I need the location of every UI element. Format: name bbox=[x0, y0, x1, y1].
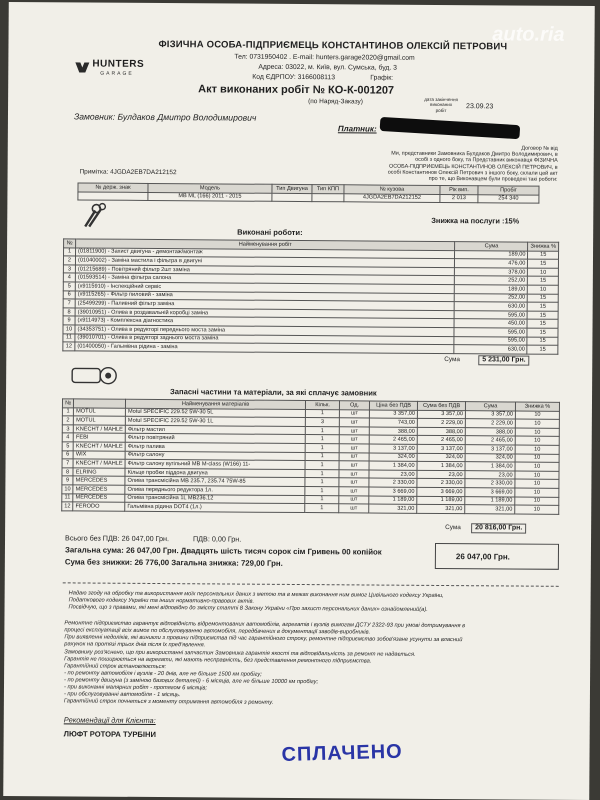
part-row-cell: Фільтр мастил bbox=[125, 425, 305, 435]
work-row-cell: 15 bbox=[527, 319, 558, 328]
part-row-cell: 23,00 bbox=[465, 470, 515, 479]
part-row-cell: 324,00 bbox=[417, 453, 465, 462]
work-row-cell: 476,00 bbox=[455, 259, 528, 268]
parts-title: Запасні частини та матеріали, за які сплачує замовник bbox=[170, 387, 377, 398]
act-date-label: дата закінчення виконаних робіт bbox=[424, 96, 459, 113]
vehicle-cell bbox=[272, 193, 312, 202]
part-row-cell: 1 bbox=[305, 469, 339, 478]
divider bbox=[63, 582, 559, 586]
part-row-cell: 2 465,00 bbox=[417, 436, 465, 445]
part-row-cell: 6 bbox=[62, 450, 73, 459]
works-sum: 5 231,00 Грн. bbox=[478, 355, 529, 365]
part-row-cell: Фільтр повітряний bbox=[125, 434, 305, 444]
parts-col: Сума bbox=[466, 402, 516, 411]
work-row-cell: 10 bbox=[528, 268, 559, 277]
works-col: № bbox=[64, 239, 76, 248]
part-row-cell: шт bbox=[339, 452, 369, 461]
vehicle-cell: 4JGDA2EB7DA212152 bbox=[344, 193, 440, 202]
part-row-cell: 10 bbox=[515, 428, 559, 437]
work-row-cell: 595,00 bbox=[454, 328, 527, 337]
part-row-cell: 2 229,00 bbox=[465, 419, 515, 428]
parts-col bbox=[74, 399, 126, 408]
works-col: Сума bbox=[455, 242, 528, 251]
part-row-cell: 2 330,00 bbox=[465, 479, 515, 488]
part-row-cell: 3 357,00 bbox=[417, 410, 465, 419]
part-row-cell: шт bbox=[339, 487, 369, 496]
work-row-cell: 15 bbox=[528, 251, 559, 260]
part-row-cell: 2 465,00 bbox=[369, 435, 417, 444]
works-col: Найменування робіт bbox=[76, 239, 456, 250]
work-row-cell: 1 bbox=[64, 247, 76, 256]
watermark: auto.ria bbox=[492, 23, 565, 46]
part-row-cell: 1 bbox=[305, 435, 339, 444]
work-row-cell: 450,00 bbox=[454, 319, 527, 328]
total-sum: Загальна сума: 26 047,00 Грн. Двадцять шість тисяч сорок сім Гривень 00 копійок bbox=[64, 545, 382, 557]
total-box bbox=[435, 543, 559, 570]
part-row-cell: 23,00 bbox=[417, 470, 465, 479]
company-logo bbox=[74, 58, 145, 80]
part-row-cell: 1 bbox=[305, 504, 339, 513]
company-address: Адреса: 03022, м. Київ, вул. Сумська, буд. 3 bbox=[258, 63, 397, 72]
company-contacts: Тел: 0731950402 . E-mail: hunters.garage2020@gmail.com bbox=[234, 53, 415, 62]
vehicle-cell: 254 340 bbox=[478, 194, 539, 203]
work-row-cell: 12 bbox=[63, 342, 75, 351]
work-row-cell: (34353751) - Олива в редукторі переднього моста заміна bbox=[75, 325, 455, 336]
part-row-cell: 3 357,00 bbox=[369, 410, 417, 419]
part-row-cell: 3 137,00 bbox=[465, 445, 515, 454]
part-row-cell: 10 bbox=[515, 488, 559, 497]
work-row-cell: 630,00 bbox=[455, 302, 528, 311]
vehicle-col: Рік вип. bbox=[440, 185, 478, 194]
work-row-cell: 9 bbox=[63, 316, 75, 325]
company-title: ФІЗИЧНА ОСОБА-ПІДПРИЄМЕЦЬ КОНСТАНТИНОВ ОЛЕКСІЙ ПЕТРОВИЧ bbox=[158, 39, 508, 53]
act-date: 23.09.23 bbox=[466, 103, 494, 111]
work-row-cell: 630,00 bbox=[454, 345, 527, 354]
part-row-cell: 3 669,00 bbox=[417, 487, 465, 496]
vehicle-cell bbox=[312, 193, 344, 202]
work-row-cell: 595,00 bbox=[455, 310, 528, 319]
part-row-cell: 321,00 bbox=[417, 504, 465, 513]
part-row-cell: 324,00 bbox=[465, 453, 515, 462]
company-edrpou: Код ЄДРПОУ: 3166008113 bbox=[252, 73, 336, 82]
part-row-cell: 9 bbox=[62, 476, 73, 485]
logo-sub: GARAGE bbox=[100, 70, 134, 77]
work-row-cell: 6 bbox=[63, 290, 75, 299]
part-row-cell: 10 bbox=[515, 462, 559, 471]
works-sum-label: Сума bbox=[444, 356, 461, 364]
vehicle-col: Тип КПП bbox=[312, 185, 344, 194]
part-row-cell: 1 bbox=[305, 478, 339, 487]
part-row-cell: 3 bbox=[305, 418, 339, 427]
work-row-cell: 189,00 bbox=[455, 285, 528, 294]
part-row-cell: шт bbox=[339, 435, 369, 444]
part-row-cell: 1 384,00 bbox=[417, 461, 465, 470]
part-row-cell: MOTUL bbox=[74, 416, 126, 425]
part-row-cell: MERCEDES bbox=[73, 476, 125, 485]
work-row-cell: (01215689) - Повітряний фільтр 2шт заміна bbox=[75, 265, 455, 276]
part-row-cell: FEBI bbox=[73, 433, 125, 442]
part-row-cell: Олива трансмісійна MB 235.7, 235.74 75W-85 bbox=[125, 477, 305, 487]
work-row-cell: (39010951) - Олива в роздавальній коробці заміна bbox=[75, 308, 455, 319]
payer-redaction bbox=[380, 117, 521, 139]
act-title: Акт виконаних робіт № КО-К-001207 bbox=[198, 83, 395, 97]
part-row-cell: 10 bbox=[62, 485, 73, 494]
part-row-cell: 2 330,00 bbox=[417, 479, 465, 488]
part-row-cell: 3 137,00 bbox=[369, 444, 417, 453]
part-row-cell: 3 357,00 bbox=[465, 410, 515, 419]
part-row-cell: шт bbox=[339, 444, 369, 453]
part-row-cell: 1 bbox=[305, 495, 339, 504]
document-page bbox=[3, 2, 595, 800]
part-row-cell: 7 bbox=[62, 459, 73, 468]
part-row-cell: 1 bbox=[305, 452, 339, 461]
part-row-cell: 10 bbox=[515, 479, 559, 488]
part-row-cell: 321,00 bbox=[369, 504, 417, 513]
act-note: Примітка: 4JGDA2EB7DA212152 bbox=[79, 168, 177, 177]
part-row-cell: Олива трансмісійна 1L MB236.12 bbox=[125, 494, 305, 504]
vehicle-cell bbox=[78, 192, 148, 201]
vehicle-col: Модель bbox=[148, 183, 272, 192]
work-row-cell: 15 bbox=[527, 345, 558, 354]
work-row-cell: 252,00 bbox=[455, 293, 528, 302]
part-row-cell: 1 384,00 bbox=[369, 461, 417, 470]
part-row-cell: 324,00 bbox=[369, 453, 417, 462]
work-row-cell: (01593514) - Заміна фільтра салона bbox=[75, 273, 455, 284]
part-row-cell: 2 229,00 bbox=[417, 419, 465, 428]
works-table bbox=[62, 238, 559, 354]
works-discount: Знижка на послуги :15% bbox=[431, 215, 520, 226]
vehicle-table bbox=[77, 182, 539, 203]
work-row-cell: 15 bbox=[528, 294, 559, 303]
part-row-cell: 12 bbox=[62, 502, 73, 511]
part-row-cell: 743,00 bbox=[369, 418, 417, 427]
part-row-cell: 1 bbox=[305, 426, 339, 435]
part-row-cell: 10 bbox=[515, 505, 559, 514]
part-row-cell: шт bbox=[339, 427, 369, 436]
parts-col: Найменування матеріалів bbox=[126, 399, 306, 409]
part-row-cell: 3 bbox=[62, 425, 73, 434]
parts-icon bbox=[70, 364, 120, 386]
company-schedule: Графік: bbox=[370, 74, 394, 82]
work-row-cell: (01040002) - Заміна мастила і фільтра в двигуні bbox=[75, 256, 455, 267]
work-row-cell: (x9114973) - Комплексна діагностика bbox=[75, 316, 455, 327]
works-col: Знижка % bbox=[528, 242, 559, 251]
work-row-cell: 378,00 bbox=[455, 267, 528, 276]
part-row-cell: 2 465,00 bbox=[465, 436, 515, 445]
work-row-cell: 252,00 bbox=[455, 276, 528, 285]
parts-col: Сума без ПДВ bbox=[418, 401, 466, 410]
part-row-cell: 10 bbox=[515, 445, 559, 454]
work-row-cell: 4 bbox=[63, 273, 75, 282]
parts-table bbox=[61, 398, 560, 514]
part-row-cell: 5 bbox=[62, 442, 73, 451]
part-row-cell: 1 384,00 bbox=[465, 462, 515, 471]
work-row-cell: (25499299) - Паливний фільтр заміна bbox=[75, 299, 455, 310]
part-row-cell: 3 669,00 bbox=[369, 487, 417, 496]
part-row-cell: KNECHT / MAHLE bbox=[74, 425, 126, 434]
work-row-cell: 7 bbox=[63, 299, 75, 308]
part-row-cell: шт bbox=[339, 409, 369, 418]
parts-col: Кільк. bbox=[306, 401, 340, 410]
part-row-cell: 1 bbox=[305, 486, 339, 495]
part-row-cell: 1 bbox=[62, 407, 73, 416]
total-no-vat: Всього без ПДВ: 26 047,00 Грн. bbox=[65, 533, 170, 544]
parts-col: № bbox=[62, 399, 73, 408]
part-row-cell: шт bbox=[339, 461, 369, 470]
part-row-cell: Кільце пробки піддона двигуна bbox=[125, 468, 305, 478]
part-row-cell: шт bbox=[339, 418, 369, 427]
part-row-cell: Motul SPECIFIC 229.52 5W-30 1L bbox=[125, 416, 305, 426]
parts-col: Знижка % bbox=[516, 402, 560, 411]
parts-sum: 20 816,00 Грн. bbox=[471, 523, 526, 533]
part-row-cell: MOTUL bbox=[74, 408, 126, 417]
work-row-cell: 10 bbox=[63, 325, 75, 334]
part-row-cell: 3 669,00 bbox=[465, 488, 515, 497]
work-row-cell: (39010701) - Олива в редукторі заднього моста заміна bbox=[75, 333, 455, 344]
work-row-cell: 15 bbox=[527, 328, 558, 337]
vehicle-col: № кузова bbox=[344, 185, 440, 194]
work-row-cell: 189,00 bbox=[455, 250, 528, 259]
customer-name: Замовник: Булдаков Дмитро Володимирович bbox=[73, 111, 257, 123]
part-row-cell: 1 189,00 bbox=[465, 496, 515, 505]
parts-sum-label: Сума bbox=[445, 524, 461, 532]
work-row-cell: (01811900) - Захист двигуна - демонтаж/монтаж bbox=[75, 248, 455, 259]
total-box-value: 26 047,00 Грн. bbox=[455, 552, 510, 562]
recommendations-label: Рекомендації для Клієнта: bbox=[63, 715, 156, 726]
wrench-icon bbox=[77, 200, 111, 230]
work-row-cell: (x9115265) - Фільтр пиловий - заміна bbox=[75, 290, 455, 301]
part-row-cell: 2 bbox=[62, 416, 73, 425]
vehicle-col: Тип Двигуна bbox=[272, 184, 312, 193]
warranty-text: Ремонтне підприємство гарантує відповідність відремонтованих автомобілів, агрегатів і вузлів вимогам ДСТУ 2322-93 при умові дотримування в процесі експлуатації всіх вимог по обслуговуванню автомобіля, передбачених в документації заводів-виробників. При виявленні недоліків, які виникли з провини підприємства під час гарантійного строку, ремонтне підприємство зобов'язане усунути за власний рахунок на протязі трьох днів після їх пред'явлення. Замовнику роз'яснено, що при використанні запчастин Замовника гарантія якості та відповідальність за ремонт не надається. Гарантія не поширюється на агрегати, які мають несправність, без представлення ремонтного підприємства. Гарантійний строк встановлюється: - по ремонту автомобіля і вузлів - 20 днів, але не більше 1500 км пробігу; - по ремонту двигуна (з заміною базових деталей) - 6 місяців, але не більше 10000 км пробігу; - при виконанні малярних робіт - протягом 6 місяців; - при обслуговуванні автомобіля - 1 місяць. Гарантійний строк почнеться з моменту отримання автомобіля з ремонту. bbox=[63, 620, 466, 707]
vehicle-cell: MB ML (166) 2011 - 2015 bbox=[148, 192, 272, 201]
recommendations-text: ЛЮФТ РОТОРА ТУРБІНИ bbox=[63, 729, 156, 740]
vehicle-col: Пробіг bbox=[478, 186, 539, 195]
work-row-cell: 11 bbox=[63, 333, 75, 342]
part-row-cell: ELRING bbox=[73, 468, 125, 477]
work-row-cell: 10 bbox=[528, 285, 559, 294]
part-row-cell: 3 137,00 bbox=[417, 444, 465, 453]
total-no-discount: Сума без знижки: 26 776,00 Загальна знижка: 729,00 Грн. bbox=[64, 557, 283, 568]
work-row-cell: 5 bbox=[63, 282, 75, 291]
part-row-cell: 10 bbox=[515, 471, 559, 480]
part-row-cell: MERCEDES bbox=[73, 485, 125, 494]
part-row-cell: 388,00 bbox=[369, 427, 417, 436]
contract-text: Договор № від Ми, представники Замовника Булдаков Дмитро Володимирович, в особі з одного боку, та Представник виконавця ФІЗИЧНА ОСОБА-ПІДПРИЄМЕЦЬ КОНСТАНТИНОВ ОЛЕКСІЙ ПЕТРОВИЧ, в особі Константинов Олексій Петрович з іншого боку, склали цей акт про те, що Виконавцем були проведені такі роботи: bbox=[387, 145, 558, 183]
work-row-cell: 8 bbox=[63, 308, 75, 317]
works-title: Виконані роботи: bbox=[237, 227, 303, 238]
part-row-cell: Фільтр салону bbox=[125, 451, 305, 461]
total-vat: ПДВ: 0,00 Грн. bbox=[193, 534, 242, 544]
part-row-cell: Фільтр палива bbox=[125, 442, 305, 452]
work-row-cell: 15 bbox=[528, 302, 559, 311]
work-row-cell: 15 bbox=[528, 311, 559, 320]
part-row-cell: 1 bbox=[305, 461, 339, 470]
work-row-cell: (x9115910) - Інспекційний сервіс bbox=[75, 282, 455, 293]
part-row-cell: 10 bbox=[515, 411, 559, 420]
part-row-cell: 10 bbox=[515, 454, 559, 463]
act-subtitle: (по Наряд-Заказу) bbox=[308, 98, 363, 106]
part-row-cell: 1 bbox=[305, 444, 339, 453]
part-row-cell: MERCEDES bbox=[73, 493, 125, 502]
part-row-cell: 10 bbox=[515, 419, 559, 428]
part-row-cell: 10 bbox=[515, 497, 559, 506]
part-row-cell: шт bbox=[339, 495, 369, 504]
part-row-cell: шт bbox=[339, 478, 369, 487]
part-row-cell: Гальмівна рідина DOT4 (1л.) bbox=[125, 502, 305, 512]
part-row-cell: 2 330,00 bbox=[369, 478, 417, 487]
vehicle-cell: 2 013 bbox=[440, 194, 478, 203]
vehicle-col: № держ. знак bbox=[78, 183, 148, 192]
part-row-cell: 4 bbox=[62, 433, 73, 442]
part-row-cell: Олива переднього редуктора 1л. bbox=[125, 485, 305, 495]
part-row-cell: 8 bbox=[62, 468, 73, 477]
payer-label: Платник: bbox=[337, 124, 377, 134]
part-row-cell: WIX bbox=[73, 450, 125, 459]
part-row-cell: 388,00 bbox=[417, 427, 465, 436]
parts-col: Ціна без ПДВ bbox=[370, 401, 418, 410]
consent-text: Надаю згоду на обробку та використання моїх персональних даних з метою та в межах виконання ним вимог Цивільного кодексу України, Податкового кодексу України та інших нормативно-правових актів. Посвідчую, що з правами, які мені відповідно до змісту статті 8 Закону України «Про захист персональних даних» ознайомлений(а). bbox=[68, 590, 444, 614]
part-row-cell: шт bbox=[339, 504, 369, 513]
part-row-cell: 1 189,00 bbox=[369, 496, 417, 505]
part-row-cell: 23,00 bbox=[369, 470, 417, 479]
work-row-cell: 2 bbox=[63, 256, 75, 265]
work-row-cell: (01400050) - Гальмівна рідина - заміна bbox=[75, 342, 455, 353]
logo-name: HUNTERS bbox=[92, 58, 145, 70]
part-row-cell: 1 189,00 bbox=[417, 496, 465, 505]
part-row-cell: 321,00 bbox=[465, 505, 515, 514]
logo-mark-icon bbox=[74, 60, 90, 74]
work-row-cell: 15 bbox=[527, 337, 558, 346]
part-row-cell: 1 bbox=[305, 409, 339, 418]
paid-stamp: СПЛАЧЕНО bbox=[281, 740, 403, 766]
part-row-cell: шт bbox=[339, 470, 369, 479]
part-row-cell: KNECHT / MAHLE bbox=[73, 442, 125, 451]
part-row-cell: FERODO bbox=[73, 502, 125, 511]
work-row-cell: 3 bbox=[63, 265, 75, 274]
work-row-cell: 595,00 bbox=[454, 336, 527, 345]
parts-col: Од. bbox=[340, 401, 370, 410]
work-row-cell: 15 bbox=[528, 259, 559, 268]
part-row-cell: KNECHT / MAHLE bbox=[73, 459, 125, 468]
part-row-cell: Фільтр салону вугільний MB M-class (W166) 11- bbox=[125, 459, 305, 469]
part-row-cell: 388,00 bbox=[465, 427, 515, 436]
work-row-cell: 15 bbox=[528, 276, 559, 285]
part-row-cell: Motul SPECIFIC 229.52 5W-30 5L bbox=[125, 408, 305, 418]
part-row-cell: 10 bbox=[515, 436, 559, 445]
part-row-cell: 11 bbox=[62, 493, 73, 502]
